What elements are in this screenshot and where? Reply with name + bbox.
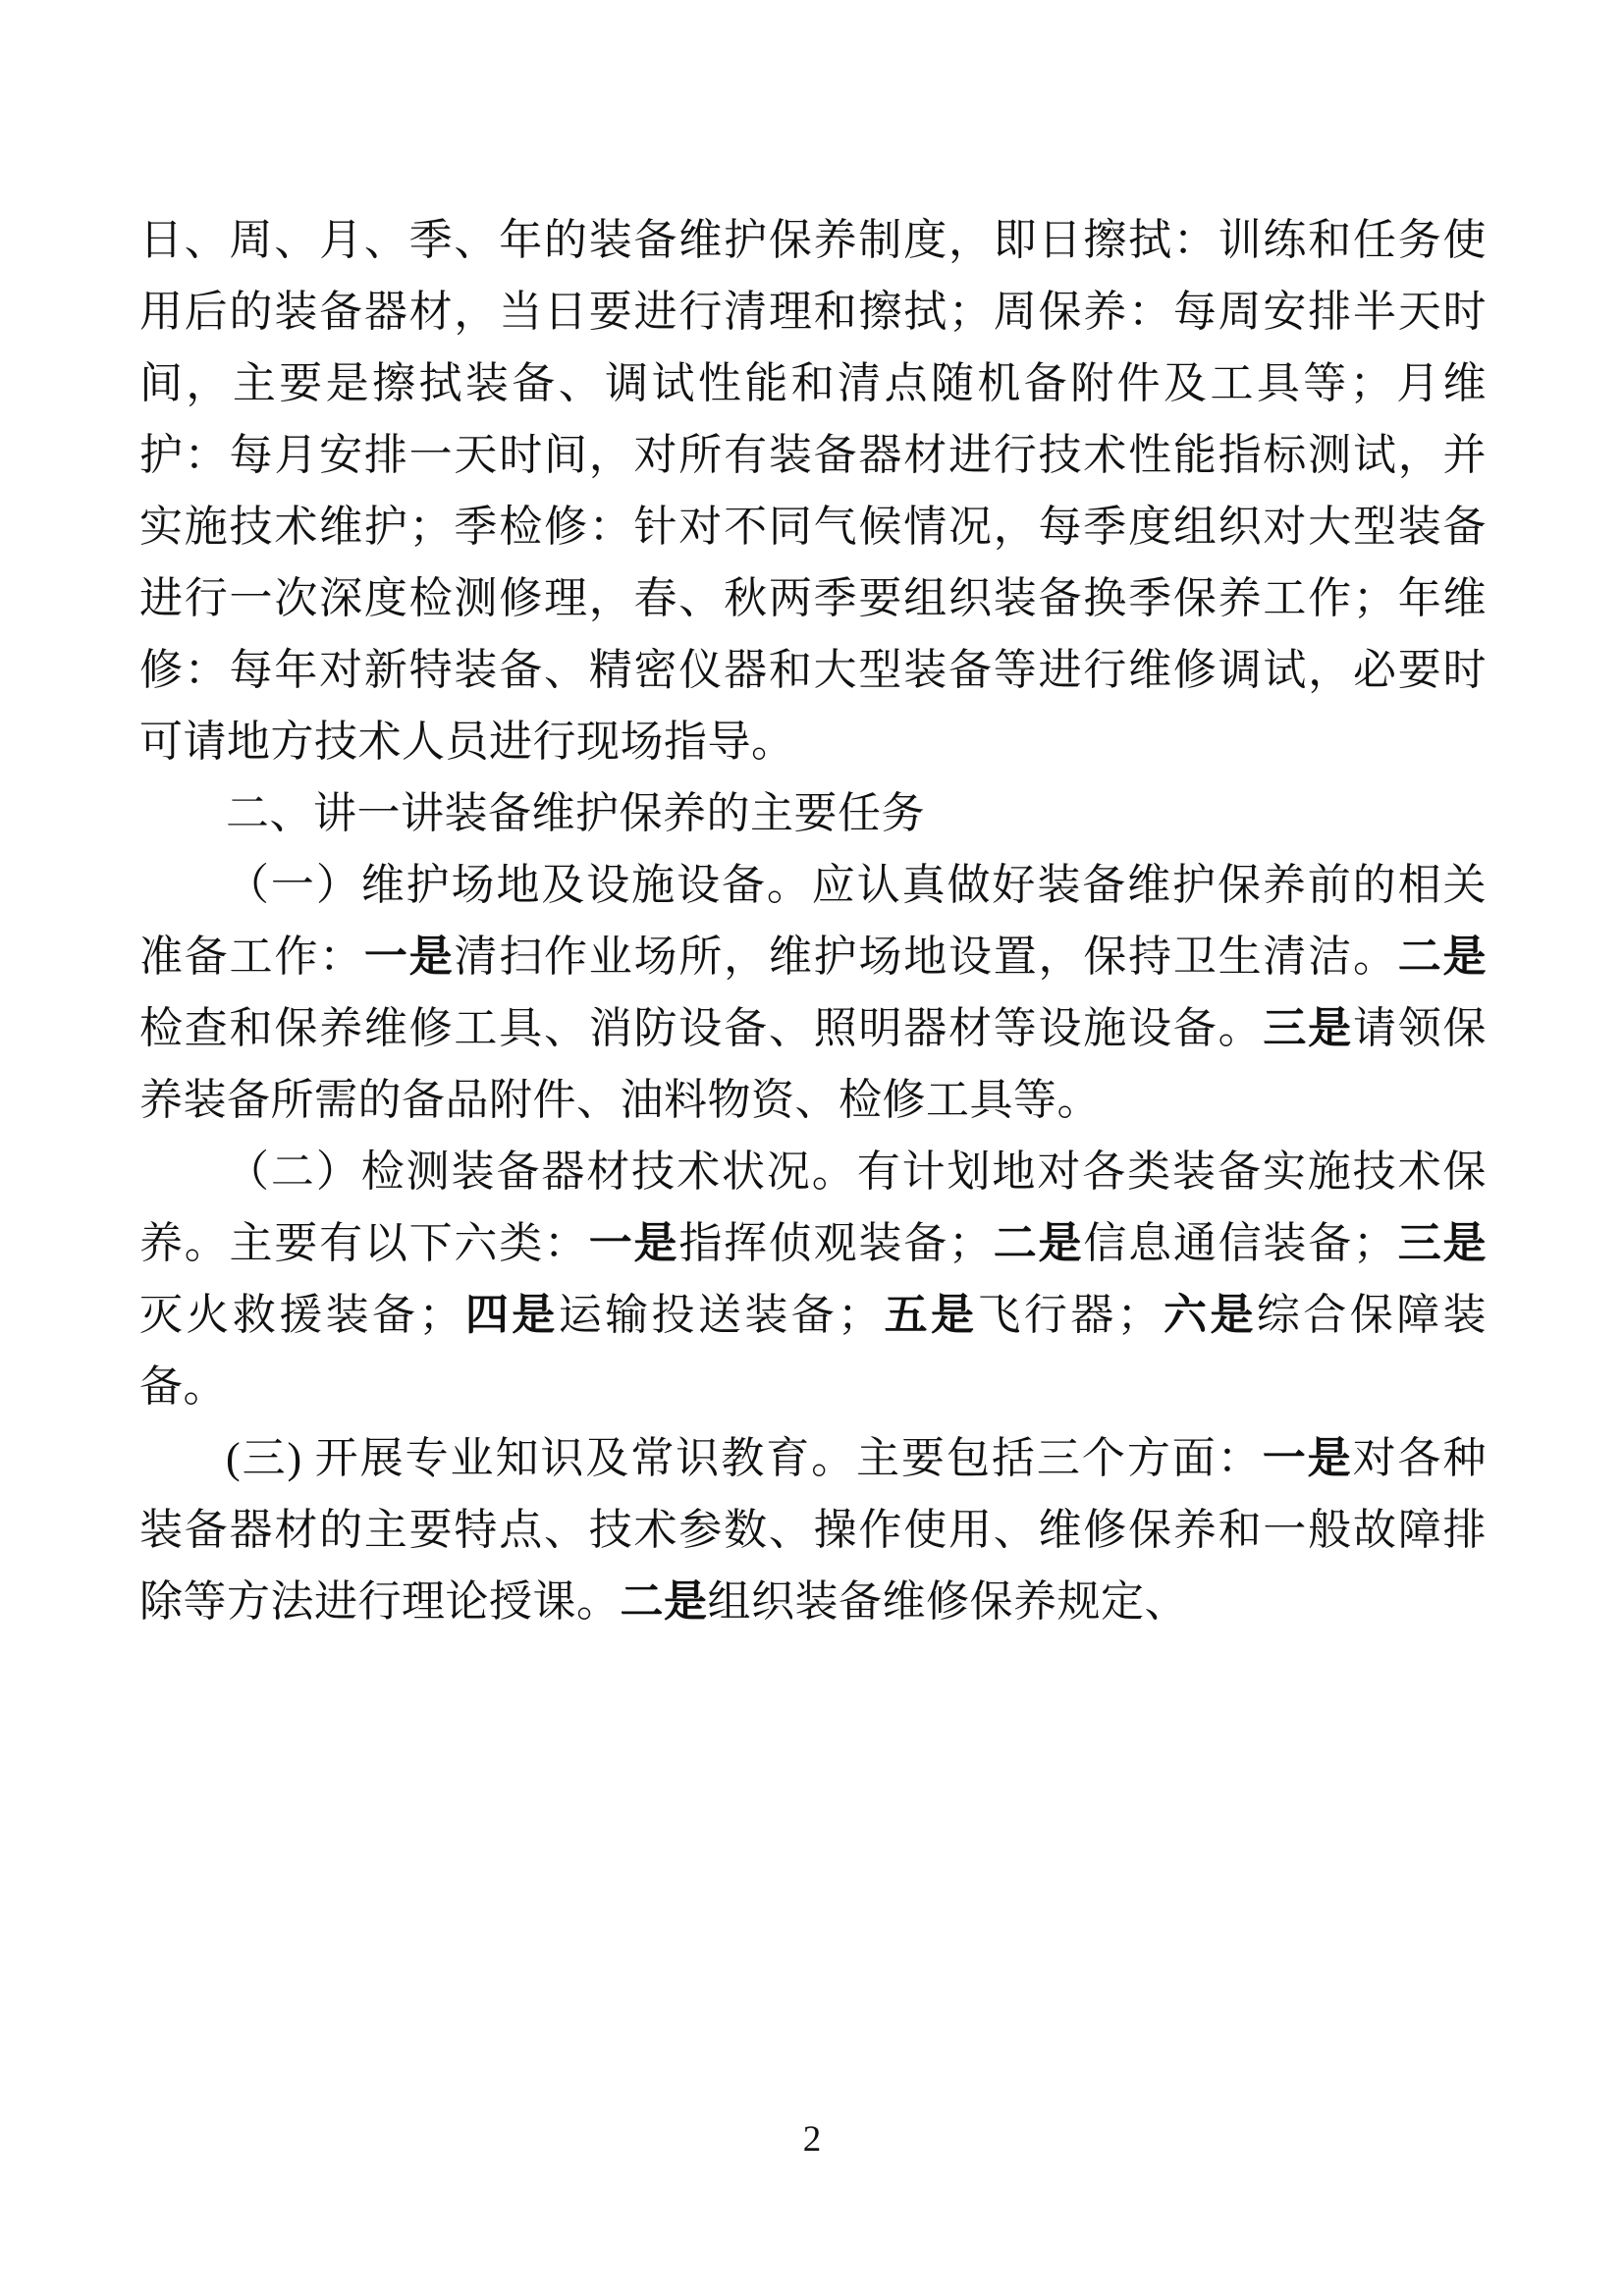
emphasis-run: 一是	[1262, 1434, 1353, 1482]
document-body	[139, 204, 1487, 1637]
paragraph-task-two	[139, 1136, 1487, 1422]
text-run: 指挥侦观装备；	[678, 1219, 993, 1267]
emphasis-run: 三是	[1396, 1219, 1488, 1267]
emphasis-run: 四是	[461, 1291, 559, 1339]
text-run: 请领保养装备所需的备品附件、油料物资、检修工具等。	[139, 1004, 1488, 1124]
emphasis-run: 二是	[1397, 933, 1488, 981]
emphasis-run: 五是	[881, 1291, 978, 1339]
text-run: 日、周、月、季、年的装备维护保养制度，即日擦拭：训练和任务使用后的装备器材，当日要进行清理和擦拭；周保养：每周安排半天时间，主要是擦拭装备、调试性能和清点随机备附件及工具等；月维护：每月安排一天时间，对所有装备器材进行技术性能指标测试，并实施技术维护；季检修：针对不同气候情况，每季度组织对大型装备进行一次深度检测修理，春、秋两季要组织装备换季保养工作；年维修：每年对新特装备、精密仪器和大型装备等进行维修调试，必要时可请地方技术人员进行现场指导。	[139, 216, 1487, 766]
emphasis-run: 一是	[363, 933, 455, 981]
paragraph-maintenance-system	[139, 204, 1487, 777]
text-run: 对各种装备器材的主要特点、技术参数、操作使用、维修保养和一般故障排除等方法进行理论授课。	[139, 1434, 1487, 1626]
paragraph-task-three	[139, 1422, 1487, 1637]
text-run: 运输投送装备；	[558, 1291, 882, 1339]
text-run: 检查和保养维修工具、消防设备、照明器材等设施设备。	[139, 1004, 1264, 1052]
text-run: 飞行器；	[977, 1291, 1162, 1339]
page-number: 2	[802, 2119, 822, 2160]
section-heading	[139, 777, 1487, 849]
paragraph-task-one	[139, 849, 1487, 1136]
emphasis-run: 三是	[1263, 1004, 1353, 1052]
text-run: 清扫作业场所，维护场地设置，保持卫生清洁。	[454, 933, 1398, 981]
text-run: 综合保障装备。	[139, 1291, 1488, 1411]
text-run: （一）维护场地及设施设备。应认真做好装备维护保养前的相关准备工作：	[139, 861, 1487, 981]
text-run: 信息通信装备；	[1083, 1219, 1397, 1267]
emphasis-run: 二是	[620, 1577, 708, 1626]
text-run: （二）检测装备器材技术状况。有计划地对各类装备实施技术保养。主要有以下六类：	[139, 1148, 1487, 1267]
text-run: 组织装备维修保养规定、	[707, 1577, 1188, 1626]
emphasis-run: 一是	[588, 1219, 679, 1267]
emphasis-run: 二是	[992, 1219, 1084, 1267]
text-run: 灭火救援装备；	[139, 1291, 462, 1339]
text-run: 二、讲一讲装备维护保养的主要任务	[226, 789, 925, 837]
emphasis-run: 六是	[1161, 1291, 1257, 1339]
text-run: (三) 开展专业知识及常识教育。主要包括三个方面：	[226, 1434, 1263, 1482]
